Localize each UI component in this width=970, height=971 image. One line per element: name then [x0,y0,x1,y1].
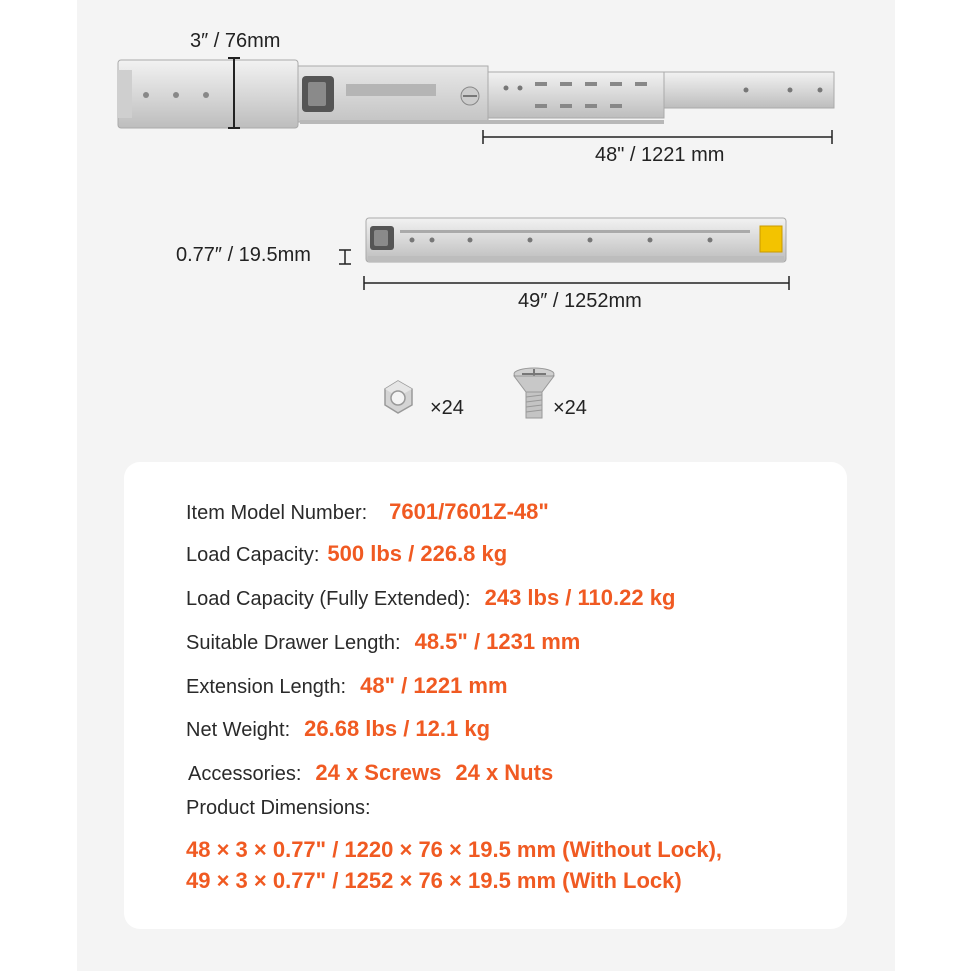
spec-accessories [188,760,553,786]
spec-model-value: 7601/7601Z-48" [389,499,549,524]
extended-length-label: 48" / 1221 mm [595,144,725,166]
spec-accessories-screws: 24 x Screws [315,760,442,785]
closed-length-label: 49″ / 1252mm [518,290,642,312]
extended-length-dimension [483,130,832,144]
spec-weight-label: Net Weight: [186,719,291,741]
spec-accessories-nuts: 24 x Nuts [455,760,554,785]
spec-load-label: Load Capacity: [186,544,320,566]
dimensions-line-2: 49 × 3 × 0.77" / 1252 × 76 × 19.5 mm (With Lock) [186,868,682,893]
spec-load-extended-value: 243 lbs / 110.22 kg [484,585,676,610]
rail-diagram [0,0,970,460]
spec-drawer-length-label: Suitable Drawer Length: [186,632,401,654]
spec-extension-value: 48" / 1221 mm [360,673,508,698]
hex-nut-icon [385,381,412,413]
spec-drawer-length-value: 48.5" / 1231 mm [414,629,581,654]
dimensions-line-1: 48 × 3 × 0.77" / 1220 × 76 × 19.5 mm (Without Lock), [186,837,723,862]
spec-extension-label: Extension Length: [186,676,347,698]
spec-accessories-label: Accessories: [188,763,302,785]
countersunk-screw-icon [514,368,554,418]
spec-extension [186,673,508,699]
spec-weight [186,716,490,742]
spec-load [186,541,507,567]
spec-weight-value: 26.68 lbs / 12.1 kg [304,716,491,741]
closed-rail [366,218,786,262]
spec-load-value: 500 lbs / 226.8 kg [327,541,508,566]
spec-dimensions-label: Product Dimensions: [186,797,371,819]
extended-rail [118,60,834,128]
nut-count: ×24 [430,397,464,419]
screw-count: ×24 [553,397,587,419]
spec-load-extended [186,585,675,611]
closed-length-dimension [364,276,789,290]
spec-load-extended-label: Load Capacity (Fully Extended): [186,588,471,610]
spec-model [186,499,549,525]
spec-dimensions [186,797,371,820]
spec-drawer-length [186,629,580,655]
spec-model-label: Item Model Number: [186,502,368,524]
height-label: 3″ / 76mm [190,30,281,52]
thickness-label: 0.77″ / 19.5mm [176,244,311,266]
thickness-dimension [339,250,351,264]
